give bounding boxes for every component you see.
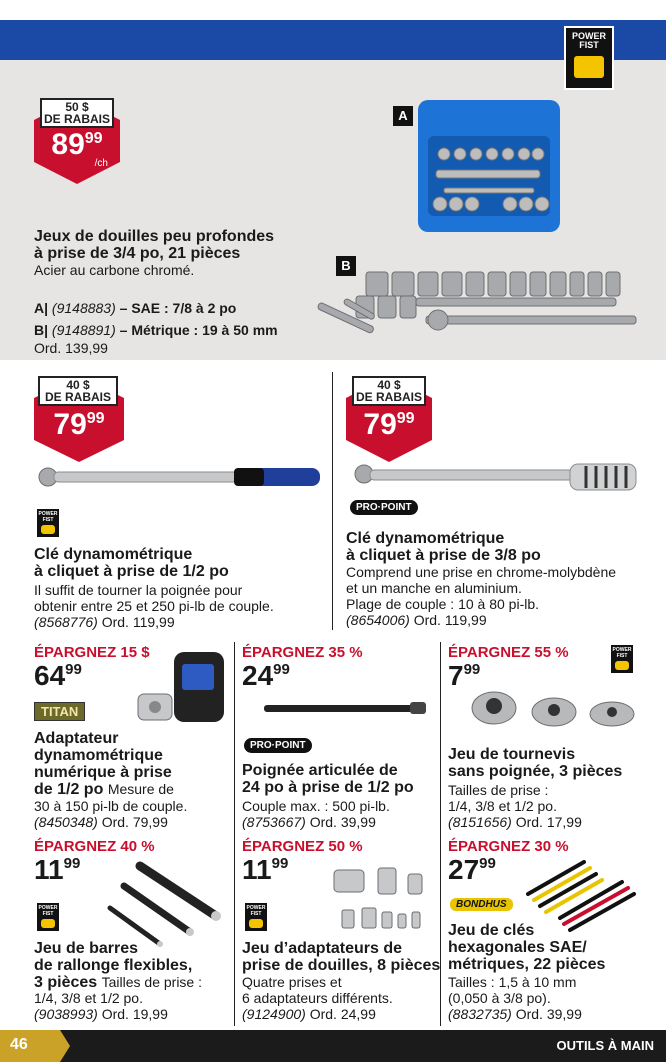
flexible-extension-bars-image [100, 860, 230, 950]
hero-option-b: B| (9148891) – Métrique : 19 à 50 mm [34, 322, 278, 338]
hero-title: Jeux de douilles peu profondes à prise de 3/4 po, 21 pièces [34, 228, 275, 262]
wrench2-description: Comprend une prise en chrome-molybdène et un manche en aluminium. Plage de couple : 10 à 80 pi-lb. (8654006) Ord. 119,99 [346, 564, 617, 628]
logo-line1: POWER [571, 31, 606, 41]
item-title: Poignée articulée de 24 po à prise de 1/2 po [242, 762, 414, 796]
wrench1-price-badge [34, 376, 124, 462]
socket-set-image [316, 268, 646, 354]
item-price: $11^{99}$ [34, 854, 81, 885]
fist-icon [574, 56, 604, 78]
fist-icon [249, 919, 263, 928]
power-fist-logo: POWER FIST [610, 644, 634, 674]
item-description: 1/4, 3/8 et 1/2 po. (9038993) Ord. 19,99 [34, 990, 168, 1022]
power-fist-logo: POWER FIST [36, 902, 60, 932]
titan-logo: TITAN [34, 702, 85, 721]
top-margin [0, 0, 666, 20]
item-price: $7^{99}$ [448, 660, 481, 691]
pro-point-logo: PRO·POINT [350, 500, 418, 515]
power-fist-logo: POWER FIST [36, 508, 60, 538]
savings-label: 40 $ DE RABAIS [38, 376, 118, 406]
sale-price: $89^{99}$ [51, 128, 103, 161]
hero-price-badge [34, 98, 120, 184]
socket-adapters-image [320, 862, 436, 938]
item-title: Jeu de clés hexagonales SAE/ métriques, 22 pièces [448, 922, 606, 973]
savings-label: 50 $ DE RABAIS [40, 98, 114, 128]
wrench2-price-badge [346, 376, 432, 462]
item-savings: ÉPARGNEZ 30 % [448, 838, 569, 855]
grid-divider-1 [234, 642, 235, 1026]
item-description: Quatre prises et 6 adaptateurs différents. (9124900) Ord. 24,99 [242, 974, 393, 1022]
power-fist-logo [564, 26, 614, 90]
label-b: B [336, 256, 356, 276]
item-price: $24^{99}$ [242, 660, 290, 691]
hero-subtitle: Acier au carbone chromé. [34, 262, 195, 278]
screwdriver-set-image [470, 684, 640, 734]
item-title: Jeu d’adaptateurs de prise de douilles, 8 pièces [242, 940, 441, 974]
item-title: Jeu de barres de rallonge flexibles, 3 pièces Tailles de prise : [34, 940, 202, 991]
bondhus-logo: BONDHUS [450, 898, 513, 911]
item-savings: ÉPARGNEZ 50 % [242, 838, 363, 855]
breaker-bar-image [260, 698, 430, 720]
item-price: $27^{99}$ [448, 854, 496, 885]
pro-point-logo: PRO·POINT [244, 738, 312, 753]
page-number: 46 [10, 1036, 28, 1053]
item-savings: ÉPARGNEZ 15 $ [34, 644, 150, 661]
label-a: A [393, 106, 413, 126]
wrench1-description: Il suffit de tourner la poignée pour obtenir entre 25 et 250 pi-lb de couple. (8568776) Ord. 119,99 [34, 582, 274, 630]
item-description: Tailles de prise : 1/4, 3/8 et 1/2 po. (8151656) Ord. 17,99 [448, 782, 582, 830]
item-price: $11^{99}$ [242, 854, 289, 885]
item-savings: ÉPARGNEZ 55 % [448, 644, 569, 661]
item-description: Tailles : 1,5 à 10 mm (0,050 à 3/8 po). (8832735) Ord. 39,99 [448, 974, 582, 1022]
socket-case-image [414, 96, 564, 236]
sale-price: $79^{99}$ [363, 408, 415, 441]
item-description: 30 à 150 pi-lb de couple. (8450348) Ord. 79,99 [34, 798, 188, 830]
item-savings: ÉPARGNEZ 40 % [34, 838, 155, 855]
logo-line2: FIST [579, 40, 599, 50]
wrench1-title: Clé dynamométrique à cliquet à prise de 1/2 po [34, 546, 229, 580]
fist-icon [41, 919, 55, 928]
torque-wrench-three-eighths-image [350, 460, 640, 496]
price-unit: /ch [94, 158, 108, 169]
power-fist-logo: POWER FIST [244, 902, 268, 932]
fist-icon [615, 661, 629, 670]
sale-price: $79^{99}$ [53, 408, 105, 441]
torque-wrench-half-inch-image [34, 460, 324, 494]
fist-icon [41, 525, 55, 534]
hero-original-price: Ord. 139,99 [34, 340, 108, 356]
item-description: Couple max. : 500 pi-lb. (8753667) Ord. 39,99 [242, 798, 390, 830]
digital-torque-adapter-image [134, 650, 230, 730]
item-title: Adaptateur dynamométrique numérique à prise de 1/2 po Mesure de [34, 730, 174, 798]
column-divider [332, 372, 333, 630]
item-savings: ÉPARGNEZ 35 % [242, 644, 363, 661]
wrench2-title: Clé dynamométrique à cliquet à prise de 3/8 po [346, 530, 541, 564]
item-title: Jeu de tournevis sans poignée, 3 pièces [448, 746, 623, 780]
item-price: $64^{99}$ [34, 660, 82, 691]
section-title: OUTILS À MAIN [556, 1038, 654, 1053]
hero-option-a: A| (9148883) – SAE : 7/8 à 2 po [34, 300, 237, 316]
savings-label: 40 $ DE RABAIS [352, 376, 426, 406]
